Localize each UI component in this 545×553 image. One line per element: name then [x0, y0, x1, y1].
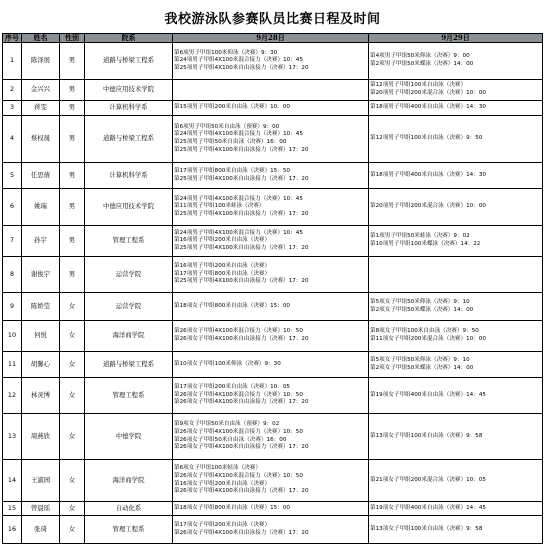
- cell-dept: 运营学院: [85, 257, 173, 293]
- cell-name: 曾晨瑶: [22, 502, 60, 516]
- table-row: [3, 163, 543, 189]
- cell-gender: 男: [60, 163, 85, 189]
- table-row: [3, 101, 543, 116]
- cell-no: 6: [3, 189, 22, 226]
- header-dept: 院系: [85, 34, 173, 43]
- cell-no: 8: [3, 257, 22, 293]
- event-line: 第26项女子甲组4X100米混合接力（决赛）10：50: [174, 391, 303, 398]
- header-no: 序号: [3, 34, 22, 43]
- cell-sep29-events: [369, 163, 543, 189]
- cell-sep29-events: [369, 293, 543, 321]
- event-line: 第2项男子甲组50米蝶泳（决赛）14：00: [370, 61, 474, 67]
- cell-gender: 男: [60, 226, 85, 257]
- table-row: [3, 80, 543, 101]
- event-line: 第2项女子甲组50米蝶泳（决赛）14：00: [370, 364, 474, 371]
- table-row: [3, 189, 543, 226]
- event-line: 第1项男子甲组50米蛙泳（决赛）9：02: [370, 233, 470, 240]
- event-line: 第18项女子甲组800米自由泳（决赛）15：00: [174, 302, 290, 309]
- page-title: 我校游泳队参赛队员比赛日程及时间: [164, 12, 381, 27]
- event-line: 第11项男子甲组100米蛙泳（决赛）: [174, 203, 265, 210]
- event-line: 第25项男子甲组4X100米自由泳接力（决赛）17：20: [174, 278, 309, 285]
- cell-no: 7: [3, 226, 22, 257]
- cell-dept: 运营学院: [85, 293, 173, 321]
- cell-gender: 女: [60, 321, 85, 352]
- cell-no: 15: [3, 502, 22, 516]
- cell-sep28-events: [173, 460, 369, 502]
- schedule-table-header: [3, 34, 543, 43]
- cell-sep28-events: [173, 257, 369, 293]
- event-line: 第24项男子甲组4X100米混合接力（决赛）10：45: [174, 195, 303, 202]
- header-gender: 性别: [60, 34, 85, 43]
- cell-no: 5: [3, 163, 22, 189]
- cell-sep29-events: [369, 352, 543, 378]
- event-line: 第16项女子甲组200米自由泳（决赛）: [174, 480, 271, 487]
- cell-no: 10: [3, 321, 22, 352]
- event-line: 第18项男子甲组400米自由泳（决赛）14：30: [370, 171, 486, 178]
- event-line: 第20项男子甲组200米混合泳（决赛）10：00: [370, 203, 486, 210]
- cell-sep28-events: [173, 352, 369, 378]
- cell-name: 金兴兴: [22, 80, 60, 101]
- cell-dept: 道路与桥梁工程系: [85, 352, 173, 378]
- event-line: 第25项男子甲组4X100米自由泳接力（决赛）17：20: [174, 175, 309, 182]
- event-line: 第18项男子甲组400米自由泳（决赛）14：30: [370, 104, 486, 111]
- event-line: 第2项女子甲组50米蝶泳（决赛）14：00: [370, 306, 474, 313]
- cell-name: 张琦: [22, 516, 60, 544]
- cell-dept: 道路与桥梁工程系: [85, 116, 173, 163]
- cell-dept: 中德应用技术学院: [85, 80, 173, 101]
- event-line: 第19项女子甲组400米自由泳（决赛）14：45: [370, 504, 486, 511]
- cell-gender: 男: [60, 257, 85, 293]
- event-line: 第18项女子甲组800米自由泳（决赛）15：00: [174, 504, 290, 511]
- cell-name: 林灵博: [22, 378, 60, 414]
- cell-gender: 女: [60, 460, 85, 502]
- table-row: [3, 378, 543, 414]
- cell-sep28-events: [173, 163, 369, 189]
- event-line: 第9项女子甲组50米自由泳（预赛）9：02: [174, 421, 280, 428]
- cell-sep29-events: [369, 502, 543, 516]
- event-line: 第16项男子甲组200米自由泳（决赛）: [174, 263, 271, 270]
- table-row: [3, 352, 543, 378]
- cell-gender: 男: [60, 80, 85, 101]
- table-row: [3, 257, 543, 293]
- table-row: [3, 502, 543, 516]
- event-line: 第11项女子甲组200米混合泳（决赛）10：00: [370, 336, 486, 342]
- event-line: 第6项男子甲组100米仰泳（决赛）9：30: [174, 49, 278, 56]
- cell-gender: 男: [60, 43, 85, 80]
- cell-sep28-events: [173, 414, 369, 460]
- event-line: 第17项女子甲组200米自由泳（决赛）10：05: [174, 384, 290, 391]
- cell-name: 陈娇莹: [22, 293, 60, 321]
- table-row: [3, 116, 543, 163]
- table-row: [3, 321, 543, 352]
- event-line: 第17项男子甲组800米自由泳（决赛）: [174, 270, 271, 277]
- event-line: 第26项女子甲组4X100米自由泳接力（决赛）17：20: [174, 336, 309, 342]
- event-line: 第25项男子甲组4X100米自由泳接力（决赛）17：20: [174, 244, 309, 251]
- cell-sep29-events: [369, 378, 543, 414]
- cell-no: 9: [3, 293, 22, 321]
- cell-sep28-events: [173, 116, 369, 163]
- cell-no: 11: [3, 352, 22, 378]
- event-line: 第8项女子甲组100米自由泳（决赛）9：50: [370, 328, 479, 335]
- schedule-table-body: [3, 43, 543, 544]
- event-line: 第25项男子甲组4X100米自由泳接力（决赛）17：20: [174, 146, 309, 153]
- cell-name: 周燕欣: [22, 414, 60, 460]
- cell-no: 1: [3, 43, 22, 80]
- cell-no: 12: [3, 378, 22, 414]
- cell-name: 孙宇: [22, 226, 60, 257]
- event-line: 第10项男子甲组100米蝶泳（决赛）14：22: [370, 241, 481, 247]
- table-row: [3, 43, 543, 80]
- event-line: 第25项男子甲组4X100米自由泳接力（决赛）17：20: [174, 64, 309, 71]
- event-line: 第26项女子甲组4X100米混合接力（决赛）10：50: [174, 328, 303, 335]
- event-line: 第15项男子甲组200米自由泳（决赛）10：00: [174, 104, 290, 111]
- cell-sep29-events: [369, 321, 543, 352]
- header-sep29: 9月29日: [369, 34, 543, 43]
- cell-dept: 中德学院: [85, 414, 173, 460]
- event-line: 第13项女子甲组100米自由泳（决赛）9：58: [370, 432, 483, 439]
- table-row: [3, 516, 543, 544]
- event-line: 第21项女子甲组200米混合泳（决赛）10：05: [370, 476, 486, 483]
- cell-dept: 管理工程系: [85, 516, 173, 544]
- cell-gender: 男: [60, 189, 85, 226]
- table-row: [3, 293, 543, 321]
- cell-sep28-events: [173, 293, 369, 321]
- cell-dept: 海洋商学院: [85, 321, 173, 352]
- cell-gender: 男: [60, 116, 85, 163]
- cell-dept: 自动化系: [85, 502, 173, 516]
- cell-sep29-events: [369, 189, 543, 226]
- table-row: [3, 460, 543, 502]
- event-line: 第26项女子甲组4X100米混合接力（决赛）10：50: [174, 428, 303, 435]
- event-line: 第26项女子甲组4X100米自由泳接力（决赛）17：20: [174, 529, 309, 536]
- cell-sep29-events: [369, 460, 543, 502]
- header-sep28: 9月28日: [173, 34, 369, 43]
- cell-sep29-events: [369, 257, 543, 293]
- cell-gender: 女: [60, 414, 85, 460]
- event-line: 第24项男子甲组4X100米混合接力（决赛）10：45: [174, 57, 303, 64]
- event-line: 第12项男子甲组100米自由泳（决赛）9：50: [370, 135, 483, 142]
- cell-gender: 女: [60, 352, 85, 378]
- cell-no: 13: [3, 414, 22, 460]
- header-name: 姓名: [22, 34, 60, 43]
- cell-gender: 男: [60, 101, 85, 116]
- cell-sep29-events: [369, 414, 543, 460]
- cell-dept: 计算机科学系: [85, 101, 173, 116]
- event-line: 第24项男子甲组4X100米混合接力（决赛）10：45: [174, 131, 303, 138]
- cell-no: 14: [3, 460, 22, 502]
- cell-dept: 计算机科学系: [85, 163, 173, 189]
- cell-no: 16: [3, 516, 22, 544]
- event-line: 第17项女子甲组200米自由泳（决赛）: [174, 521, 271, 528]
- event-line: 第25项男子甲组4X100米自由泳接力（决赛）17：20: [174, 210, 309, 217]
- event-line: 第10项女子甲组100米仰泳（决赛）9：30: [174, 360, 281, 367]
- cell-sep28-events: [173, 378, 369, 414]
- cell-sep29-events: [369, 116, 543, 163]
- cell-sep29-events: [369, 80, 543, 101]
- cell-no: 3: [3, 101, 22, 116]
- event-line: 第6项女子甲组100米蛙泳（决赛）: [174, 465, 261, 472]
- event-line: 第6项男子甲组50米自由泳（预赛）9：00: [174, 123, 280, 130]
- cell-sep28-events: [173, 80, 369, 101]
- cell-sep28-events: [173, 516, 369, 544]
- cell-sep28-events: [173, 226, 369, 257]
- event-line: 第4项男子甲组50米仰泳（决赛）9：00: [370, 53, 470, 60]
- cell-sep29-events: [369, 516, 543, 544]
- cell-sep29-events: [369, 43, 543, 80]
- cell-gender: 女: [60, 502, 85, 516]
- cell-gender: 女: [60, 293, 85, 321]
- cell-name: 姚瑞: [22, 189, 60, 226]
- event-line: 第25项男子甲组50米自由泳（决赛）16：00: [174, 139, 287, 145]
- header-row: [3, 34, 543, 43]
- event-line: 第19项女子甲组400米自由泳（决赛）14：45: [370, 391, 486, 398]
- cell-name: 谢俊宇: [22, 257, 60, 293]
- cell-name: 蒋雯: [22, 101, 60, 116]
- event-line: 第24项男子甲组4X100米混合接力（决赛）10：45: [174, 229, 303, 236]
- cell-dept: 道路与桥梁工程系: [85, 43, 173, 80]
- event-line: 第17项男子甲组800米自由泳（决赛）15：50: [174, 167, 290, 174]
- cell-no: 2: [3, 80, 22, 101]
- event-line: 第13项女子甲组100米自由泳（决赛）9：58: [370, 525, 483, 532]
- event-line: 第16项男子甲组200米自由泳（决赛）: [174, 237, 271, 244]
- event-line: 第26项女子甲组50米自由泳（决赛）16：00: [174, 436, 287, 443]
- cell-dept: 管理工程系: [85, 226, 173, 257]
- cell-sep28-events: [173, 43, 369, 80]
- event-line: 第26项女子甲组4X100米自由泳接力（决赛）17：20: [174, 399, 309, 406]
- cell-sep28-events: [173, 189, 369, 226]
- cell-sep28-events: [173, 101, 369, 116]
- cell-name: 任思倩: [22, 163, 60, 189]
- cell-name: 王淑园: [22, 460, 60, 502]
- cell-sep28-events: [173, 321, 369, 352]
- cell-dept: 管理工程系: [85, 378, 173, 414]
- event-line: 第5项女子甲组50米仰泳（决赛）9：10: [370, 356, 470, 363]
- cell-name: 蔡权晟: [22, 116, 60, 163]
- schedule-table: [2, 33, 543, 544]
- cell-name: 陈泽展: [22, 43, 60, 80]
- cell-gender: 女: [60, 378, 85, 414]
- cell-gender: 女: [60, 516, 85, 544]
- event-line: 第5项女子甲组50米仰泳（决赛）9：10: [370, 298, 470, 305]
- cell-sep28-events: [173, 502, 369, 516]
- cell-dept: 海洋商学院: [85, 460, 173, 502]
- cell-no: 4: [3, 116, 22, 163]
- event-line: 第12项男子甲组100米自由泳（决赛）: [370, 82, 467, 89]
- table-row: [3, 226, 543, 257]
- cell-sep29-events: [369, 226, 543, 257]
- event-line: 第20项男子甲组200米混合泳（决赛）10：00: [370, 90, 486, 96]
- cell-name: 胡馨心: [22, 352, 60, 378]
- event-line: 第26项女子甲组4X100米自由泳接力（决赛）17：20: [174, 444, 309, 451]
- cell-dept: 中德应用技术学院: [85, 189, 173, 226]
- table-row: [3, 414, 543, 460]
- cell-name: 何悦: [22, 321, 60, 352]
- event-line: 第26项女子甲组4X100米混合接力（决赛）10：50: [174, 472, 303, 479]
- event-line: 第26项女子甲组4X100米自由泳接力（决赛）17：20: [174, 488, 309, 495]
- cell-sep29-events: [369, 101, 543, 116]
